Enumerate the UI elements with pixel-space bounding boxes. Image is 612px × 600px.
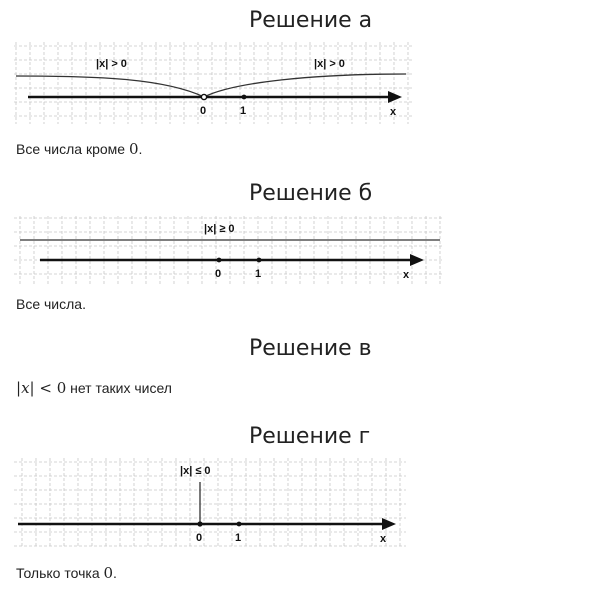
- tick-label-one: 1: [255, 268, 262, 280]
- label-abs: |x| ≤ 0: [180, 465, 211, 477]
- caption-d-text: Только точка: [16, 565, 104, 581]
- axis-label-x: x: [390, 106, 397, 118]
- point-zero: [217, 258, 222, 263]
- tick-label-one: 1: [240, 105, 247, 117]
- label-abs-right: |x| > 0: [314, 58, 345, 70]
- axis-label-x: x: [403, 269, 410, 281]
- caption-c-text: нет таких чисел: [66, 380, 172, 396]
- point-one: [237, 522, 242, 527]
- tick-label-zero: 0: [215, 268, 222, 280]
- point-one: [257, 258, 262, 263]
- diagram-b: [14, 216, 442, 286]
- caption-a: [16, 140, 142, 158]
- point-one: [242, 95, 247, 100]
- caption-a-text: Все числа кроме: [16, 141, 129, 157]
- caption-a-end: .: [138, 141, 143, 157]
- section-b-title: Решение б: [249, 181, 373, 206]
- tick-label-zero: 0: [196, 532, 203, 544]
- caption-c: [16, 379, 172, 397]
- tick-label-one: 1: [235, 532, 242, 544]
- caption-a-number: 0: [128, 140, 139, 158]
- caption-c-math: [16, 379, 66, 397]
- caption-c-math-left: |: [16, 379, 22, 397]
- axis-arrow: [382, 518, 396, 530]
- point-zero: [201, 94, 206, 99]
- caption-c-math-var: x: [21, 379, 30, 397]
- section-a-title: Решение а: [249, 8, 373, 33]
- grid-a: [14, 42, 414, 124]
- axis-arrow: [388, 91, 402, 103]
- caption-c-math-right: | < 0: [29, 379, 67, 397]
- point-zero: [197, 521, 202, 526]
- caption-d-number: 0: [103, 564, 114, 582]
- caption-d: [16, 564, 117, 582]
- label-abs: |x| ≥ 0: [204, 223, 235, 235]
- label-abs-left: |x| > 0: [96, 58, 127, 70]
- abs-curve-right: [204, 74, 406, 97]
- tick-label-zero: 0: [200, 105, 207, 117]
- axis-label-x: x: [380, 533, 387, 545]
- axis-arrow: [410, 254, 424, 266]
- section-d-title: Решение г: [249, 424, 371, 449]
- caption-d-end: .: [113, 565, 117, 581]
- caption-b: Все числа.: [16, 296, 86, 312]
- diagram-d: [14, 458, 406, 548]
- section-c-title: Решение в: [249, 336, 372, 361]
- diagram-a: [14, 42, 414, 124]
